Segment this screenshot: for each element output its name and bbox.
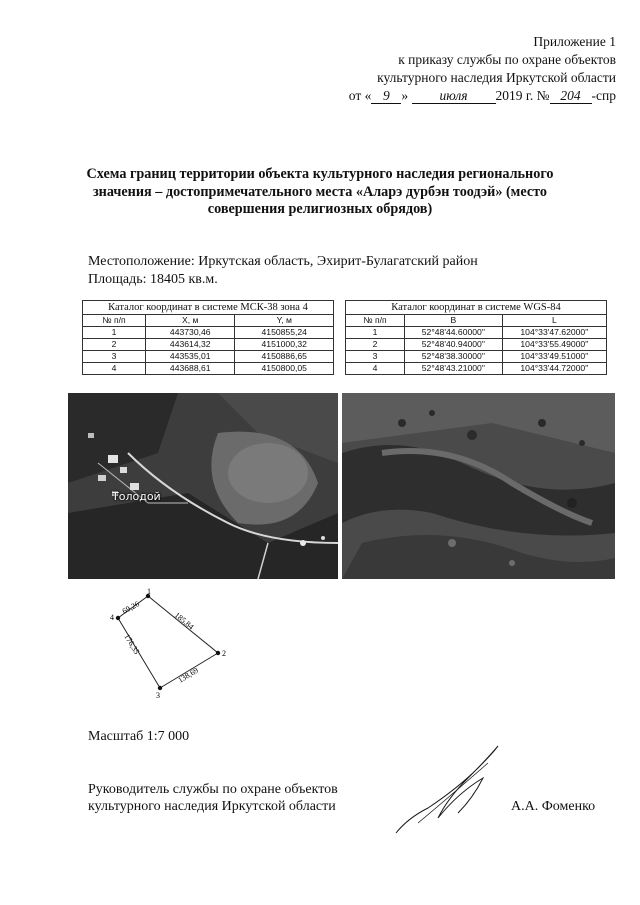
table-caption: Каталог координат в системе МСК-38 зона 4 bbox=[83, 301, 334, 315]
table-cell: 52°48'40.94000" bbox=[405, 339, 503, 351]
plan-point-4: 4 bbox=[110, 613, 114, 622]
appendix-header bbox=[349, 33, 616, 105]
date-prefix: от « bbox=[348, 88, 372, 103]
plan-segment-4-1: 69,26 bbox=[120, 599, 141, 616]
column-header: L bbox=[502, 315, 606, 327]
signatory-position-line-2: культурного наследия Иркутской области bbox=[88, 799, 336, 814]
table-row bbox=[346, 351, 607, 363]
column-header: № п/п bbox=[346, 315, 405, 327]
plan-point-1: 1 bbox=[147, 587, 151, 596]
date-year: 2019 г. № bbox=[495, 88, 550, 103]
table-cell: 104°33'55.49000" bbox=[502, 339, 606, 351]
scale-text: Масштаб 1:7 000 bbox=[88, 729, 190, 744]
order-number: 204 bbox=[550, 88, 592, 104]
table-cell: 443614,32 bbox=[146, 339, 235, 351]
table-row bbox=[346, 327, 607, 339]
signer-name: А.А. Фоменко bbox=[511, 799, 596, 814]
coordinates-table-wgs bbox=[345, 300, 607, 375]
table-cell: 104°33'49.51000" bbox=[502, 351, 606, 363]
document-title: Схема границ территории объекта культурного наследия регионального значения – достопримечательного места «Аларэ дурбэн тоодэй» (место совершения религиозных обрядов) bbox=[86, 166, 554, 217]
order-date-line bbox=[349, 87, 616, 105]
signatory-position bbox=[88, 781, 338, 815]
table-cell: 3 bbox=[83, 351, 146, 363]
location-text: Местоположение: Иркутская область, Эхирит-Булагатский район bbox=[88, 254, 478, 269]
table-cell: 104°33'44.72000" bbox=[502, 363, 606, 375]
plan-point-3: 3 bbox=[156, 691, 160, 700]
appendix-title: Приложение 1 bbox=[533, 34, 616, 49]
table-cell: 443730,46 bbox=[146, 327, 235, 339]
column-header: X, м bbox=[146, 315, 235, 327]
date-mid: » bbox=[401, 88, 409, 103]
appendix-line-2: к приказу службы по охране объектов bbox=[398, 52, 616, 67]
handwritten-signature bbox=[388, 738, 518, 843]
table-row bbox=[83, 363, 334, 375]
area-text: Площадь: 18405 кв.м. bbox=[88, 272, 218, 287]
table-cell: 1 bbox=[83, 327, 146, 339]
table-cell: 104°33'47.62000" bbox=[502, 327, 606, 339]
map-place-label: Толодой bbox=[112, 490, 161, 503]
table-cell: 443688,61 bbox=[146, 363, 235, 375]
aerial-photo-overview bbox=[68, 393, 338, 579]
table-row bbox=[346, 339, 607, 351]
table-cell: 52°48'38.30000" bbox=[405, 351, 503, 363]
order-suffix: -спр bbox=[591, 88, 616, 103]
plan-point-2: 2 bbox=[222, 649, 226, 658]
appendix-line-3: культурного наследия Иркутской области bbox=[377, 70, 616, 85]
table-cell: 3 bbox=[346, 351, 405, 363]
table-row bbox=[83, 351, 334, 363]
table-cell: 4 bbox=[83, 363, 146, 375]
boundary-plan bbox=[100, 587, 240, 705]
column-header: № п/п bbox=[83, 315, 146, 327]
aerial-photo-detail bbox=[342, 393, 615, 579]
table-cell: 4150886,65 bbox=[235, 351, 334, 363]
table-cell: 2 bbox=[346, 339, 405, 351]
plan-segment-1-2: 185,84 bbox=[172, 610, 196, 632]
column-header: B bbox=[405, 315, 503, 327]
table-row bbox=[83, 339, 334, 351]
column-header: Y, м bbox=[235, 315, 334, 327]
date-day: 9 bbox=[371, 88, 401, 104]
table-cell: 1 bbox=[346, 327, 405, 339]
table-cell: 4 bbox=[346, 363, 405, 375]
plan-segment-3-4: 176,35 bbox=[122, 632, 142, 656]
table-cell: 4150800,05 bbox=[235, 363, 334, 375]
table-cell: 4151000,32 bbox=[235, 339, 334, 351]
date-month: июля bbox=[412, 88, 496, 104]
table-cell: 443535,01 bbox=[146, 351, 235, 363]
signatory-position-line-1: Руководитель службы по охране объектов bbox=[88, 782, 338, 797]
coordinates-table-msk bbox=[82, 300, 334, 375]
table-cell: 52°48'43.21000" bbox=[405, 363, 503, 375]
table-row bbox=[83, 327, 334, 339]
table-cell: 2 bbox=[83, 339, 146, 351]
table-cell: 4150855,24 bbox=[235, 327, 334, 339]
table-row bbox=[346, 363, 607, 375]
plan-segment-2-3: 138,69 bbox=[176, 665, 200, 685]
table-caption: Каталог координат в системе WGS-84 bbox=[346, 301, 607, 315]
table-cell: 52°48'44.60000" bbox=[405, 327, 503, 339]
